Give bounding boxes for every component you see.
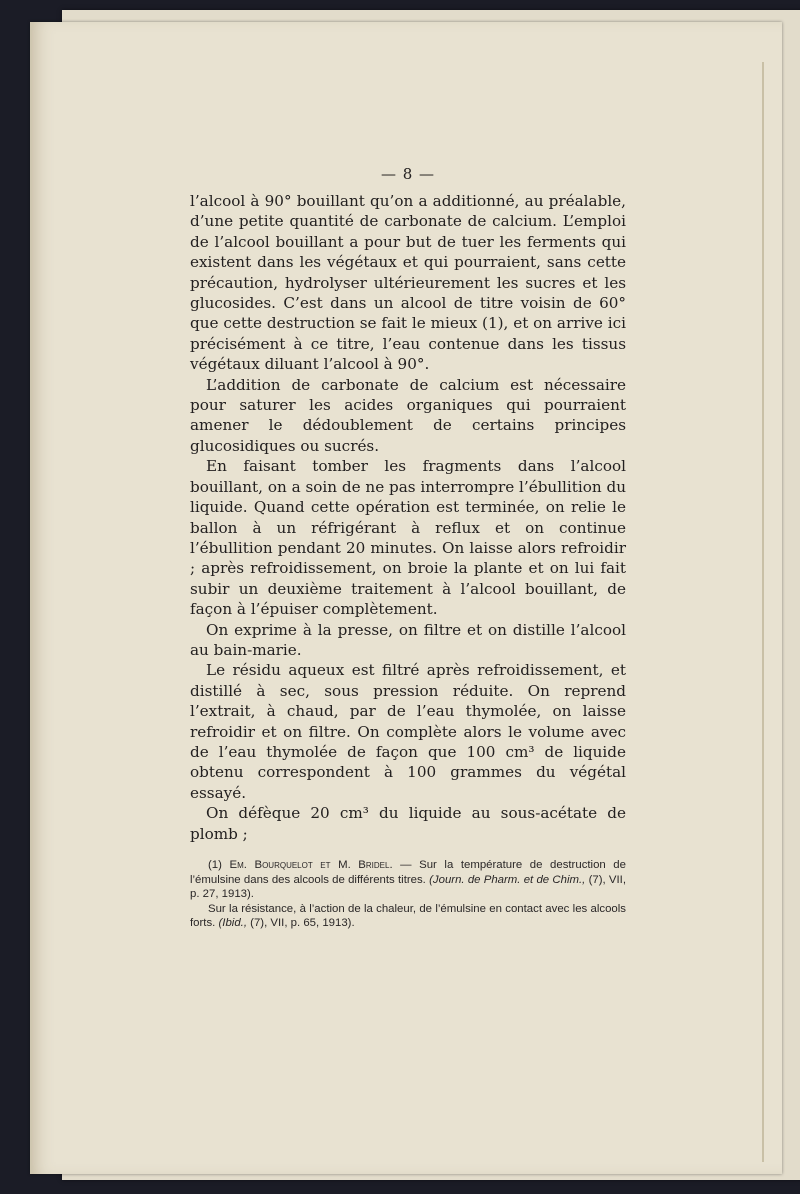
footnote-2-journal: (Ibid., [218,917,247,930]
page-fold-edge [762,62,764,1162]
footnote-1-journal: (Journ. de Pharm. et de Chim., [429,873,586,886]
page-content [190,165,626,931]
paragraph-4: On exprime à la presse, on filtre et on distille l’alcool au bain-marie. [190,620,626,659]
paragraph-1: l’alcool à 90° bouillant qu’on a additionné, au préalable, d’une petite quantité de carbonate de calcium. L’emploi de l’alcool bouillant a pour but de tuer les ferments qui existent dans les végétaux et qui pourraient, sans cette précaution, hydrolyser ultérieurement les sucres et les glucosides. C’est dans un alcool de titre voisin de 60° que cette destruction se fait le mieux (1), et on arrive ici précisément à ce titre, l’eau contenue dans les tissus végétaux diluant l’alcool à 90°. [190,192,626,374]
footnote-2 [190,902,626,931]
paragraph-6: On défèque 20 cm³ du liquide au sous-acétate de plomb ; [190,804,626,843]
paragraph-3: En faisant tomber les fragments dans l’alcool bouillant, on a soin de ne pas interrompre l’ébullition du liquide. Quand cette opération est terminée, on relie le ballon à un réfrigérant à reflux et on continue l’ébullition pendant 20 minutes. On laisse alors refroidir ; après refroidissement, on broie la plante et on lui fait subir un deuxième traitement à l’alcool bouillant, de façon à l’épuiser complètement. [190,457,626,619]
footnotes [190,858,626,931]
body-text [190,191,626,844]
paragraph-5: Le résidu aqueux est filtré après refroidissement, et distillé à sec, sous pression réduite. On reprend l’extrait, à chaud, par de l’eau thymolée, on laisse refroidir et on filtre. On complète alors le volume avec de l’eau thymolée de façon que 100 cm³ de liquide obtenu correspondent à 100 grammes du végétal essayé. [190,661,626,802]
footnote-1-authors: Em. Bourquelot et M. Bridel. — [229,859,412,871]
footnote-1-marker: (1) [208,859,222,871]
footnote-2-text: Sur la résistance, à l’action de la chaleur, de l’émulsine en contact avec les alcools forts. [190,902,626,930]
footnote-2-ref: (7), VII, p. 65, 1913). [250,917,355,930]
page-number: — 8 — [380,165,436,183]
paragraph-2: L’addition de carbonate de calcium est nécessaire pour saturer les acides organiques qui pourraient amener le dédoublement de certains principes glucosidiques ou sucrés. [190,375,626,455]
footnote-1 [190,858,626,902]
footnote-1-text: Sur la température de destruction de l’émulsine dans des alcools de différents titres. [190,859,626,886]
footnote-1-ref: (7), VII, p. 27, 1913). [190,873,627,901]
